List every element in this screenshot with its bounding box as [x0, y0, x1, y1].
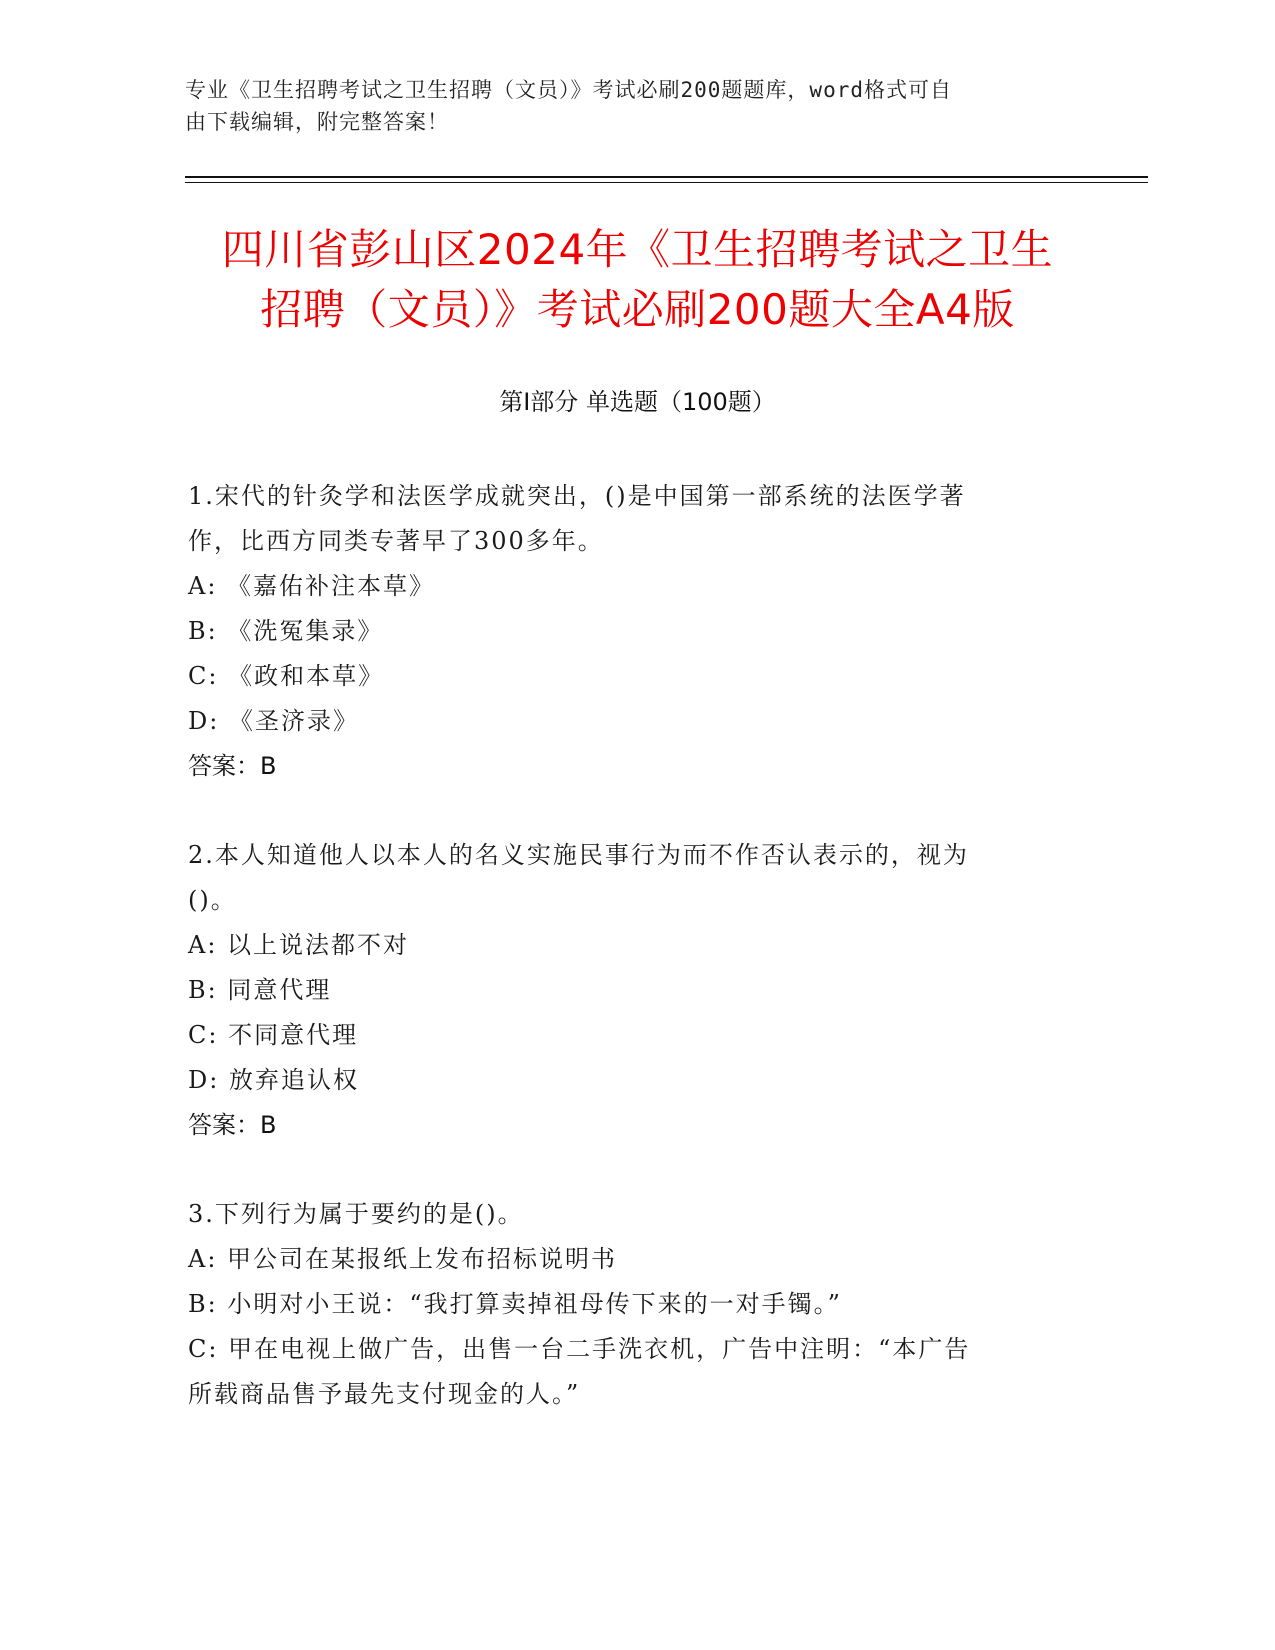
document-title-line: 招聘（文员）》考试必刷200题大全A4版 [260, 285, 1015, 334]
question-3 [188, 1192, 1078, 1417]
answer-label: 答案：B [188, 1111, 277, 1139]
question-2 [188, 833, 1078, 1148]
option-a: A: 以上说法都不对 [188, 931, 410, 959]
header-divider-thin [185, 182, 1148, 183]
question-stem: 作，比西方同类专著早了300多年。 [188, 527, 604, 555]
header-note-line: 专业《卫生招聘考试之卫生招聘（文员）》考试必刷200题题库，word格式可自 [185, 78, 952, 102]
option-d: D: 《圣济录》 [188, 707, 359, 735]
option-c: C: 《政和本草》 [188, 662, 385, 690]
document-title [160, 220, 1115, 340]
document-title-line: 四川省彭山区2024年《卫生招聘考试之卫生 [221, 225, 1054, 274]
option-b: B: 《洗冤集录》 [188, 617, 384, 645]
header-note [185, 74, 1065, 138]
header-divider-thick [185, 176, 1148, 178]
question-1 [188, 474, 1078, 789]
option-c: C: 不同意代理 [188, 1021, 359, 1049]
question-stem: ()。 [188, 886, 237, 914]
header-note-line: 由下载编辑，附完整答案！ [185, 110, 449, 134]
option-a: A: 《嘉佑补注本草》 [188, 572, 436, 600]
option-b: B: 小明对小王说：“我打算卖掉祖母传下来的一对手镯。” [188, 1290, 842, 1318]
section-heading: 第I部分 单选题（100题） [499, 388, 776, 416]
question-stem: 3.下列行为属于要约的是()。 [188, 1200, 524, 1228]
option-b: B: 同意代理 [188, 976, 332, 1004]
answer-label: 答案：B [188, 752, 277, 780]
option-c: C: 甲在电视上做广告，出售一台二手洗衣机，广告中注明：“本广告 [188, 1335, 971, 1363]
option-a: A: 甲公司在某报纸上发布招标说明书 [188, 1245, 618, 1273]
option-c-continued: 所载商品售予最先支付现金的人。” [188, 1380, 581, 1408]
question-list [188, 474, 1078, 1461]
option-d: D: 放弃追认权 [188, 1066, 359, 1094]
question-stem: 1.宋代的针灸学和法医学成就突出，()是中国第一部系统的法医学著 [188, 482, 966, 510]
question-stem: 2.本人知道他人以本人的名义实施民事行为而不作否认表示的，视为 [188, 841, 969, 869]
